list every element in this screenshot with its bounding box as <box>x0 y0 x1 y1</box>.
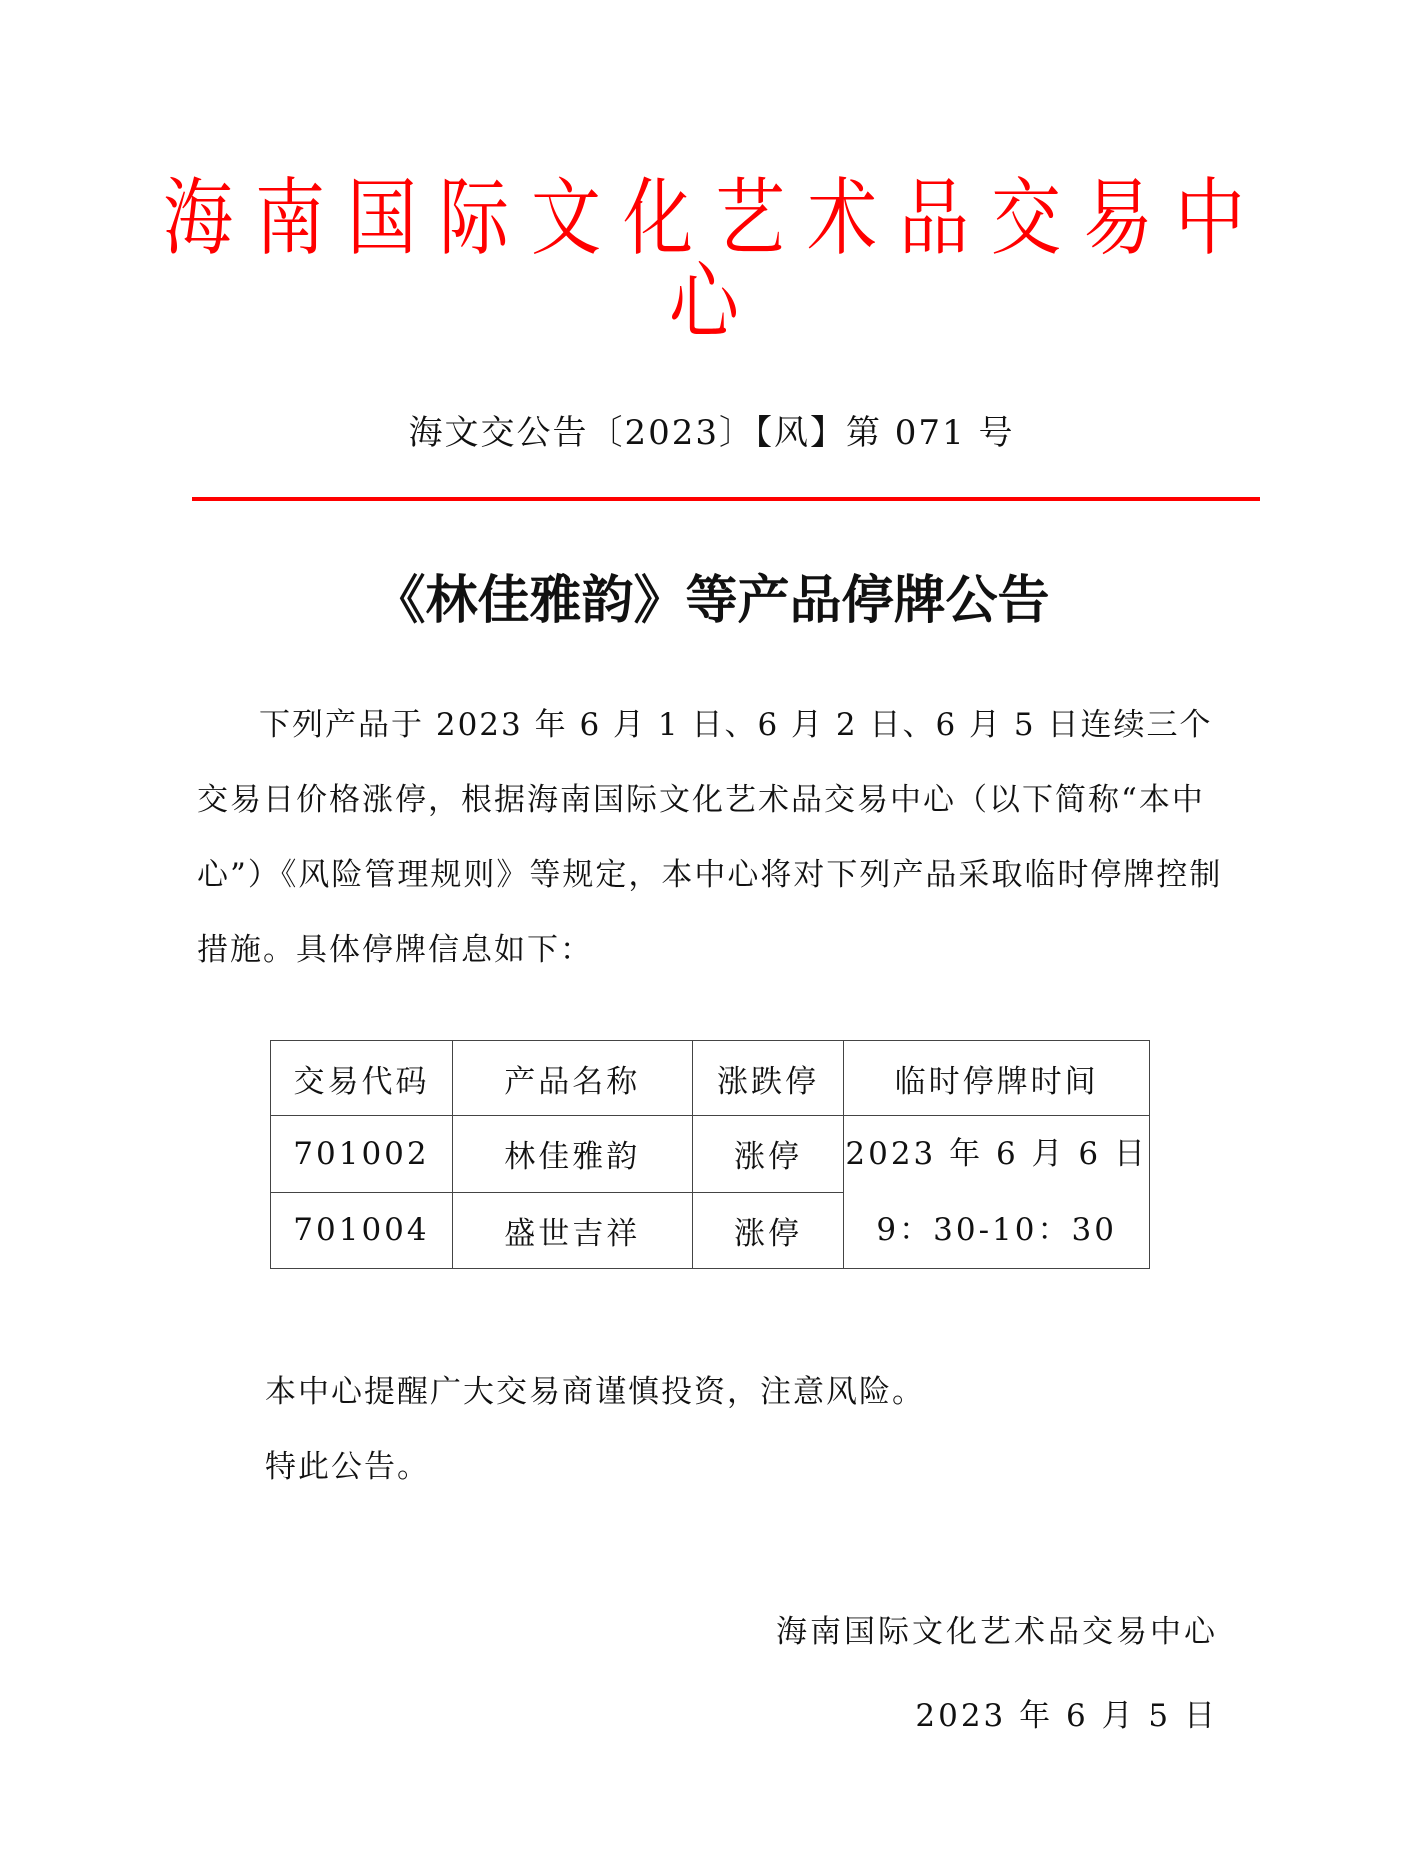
closing-section <box>265 1355 925 1505</box>
halt-time-range: 9：30-10：30 <box>876 1212 1117 1248</box>
announcement-closing: 特此公告。 <box>265 1449 430 1485</box>
risk-reminder: 本中心提醒广大交易商谨慎投资，注意风险。 <box>265 1374 925 1410</box>
document-number: 海文交公告〔2023〕【风】第 071 号 <box>408 413 1015 453</box>
cell-product-name: 盛世吉祥 <box>452 1192 692 1269</box>
signature-organization: 海南国际文化艺术品交易中心 <box>776 1614 1218 1650</box>
header-price-limit: 涨跌停 <box>692 1041 844 1116</box>
cell-trade-code: 701002 <box>271 1116 453 1193</box>
halt-date: 2023 年 6 月 6 日 <box>845 1136 1148 1172</box>
header-product-name: 产品名称 <box>452 1041 692 1116</box>
body-paragraph: 下列产品于 2023 年 6 月 1 日、6 月 2 日、6 月 5 日连续三个交易日价格涨停，根据海南国际文化艺术品交易中心（以下简称“本中心”）《风险管理规则》等规定，本中心将对下列产品采取临时停牌控制措施。具体停牌信息如下： <box>197 707 1223 968</box>
header-trade-code: 交易代码 <box>271 1041 453 1116</box>
cell-price-limit: 涨停 <box>692 1116 844 1193</box>
red-divider <box>192 497 1260 501</box>
suspension-table <box>270 1040 1150 1269</box>
signature-block <box>776 1590 1218 1758</box>
table-header-row <box>271 1041 1150 1116</box>
body-section <box>197 688 1227 988</box>
cell-price-limit: 涨停 <box>692 1192 844 1269</box>
organization-header: 海南国际文化艺术品交易中心 <box>163 168 1267 352</box>
table-row <box>271 1116 1150 1193</box>
cell-product-name: 林佳雅韵 <box>452 1116 692 1193</box>
signature-date: 2023 年 6 月 5 日 <box>915 1698 1218 1734</box>
cell-halt-time <box>844 1116 1150 1269</box>
header-halt-time: 临时停牌时间 <box>844 1041 1150 1116</box>
page-title: 《林佳雅韵》等产品停牌公告 <box>373 571 1050 631</box>
cell-trade-code: 701004 <box>271 1192 453 1269</box>
